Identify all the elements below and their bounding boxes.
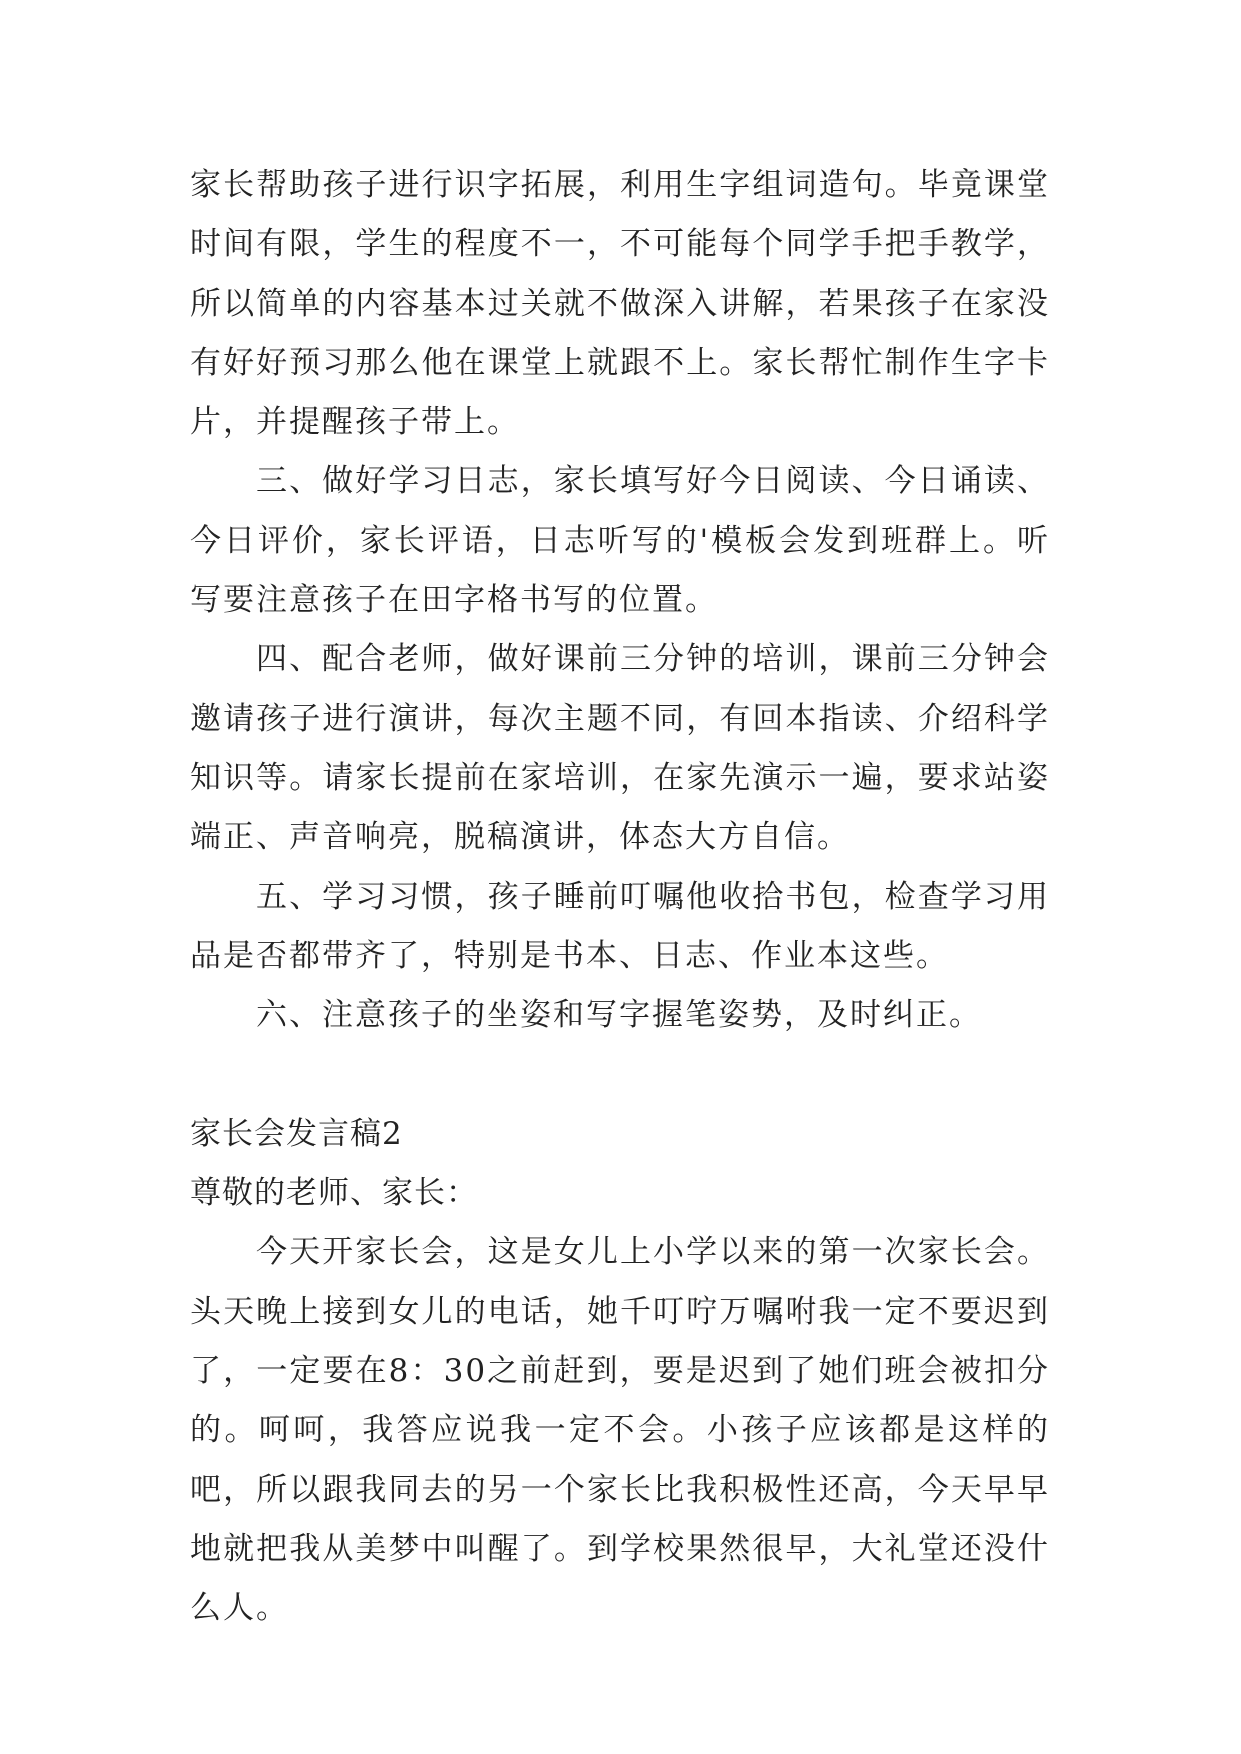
paragraph-study-habits: 五、学习习惯，孩子睡前叮嘱他收拾书包，检查学习用品是否都带齐了，特别是书本、日志、作业本这些。 [190, 878, 1050, 974]
section-title: 家长会发言稿2 [190, 1116, 403, 1153]
document-body [190, 156, 1050, 1639]
salutation: 尊敬的老师、家长： [190, 1175, 478, 1212]
paragraph-literacy-expansion: 家长帮助孩子进行识字拓展，利用生字组词造句。毕竟课堂时间有限，学生的程度不一，不可能每个同学手把手教学，所以简单的内容基本过关就不做深入讲解，若果孩子在家没有好好预习那么他在课堂上就跟不上。家长帮忙制作生字卡片，并提醒孩子带上。 [190, 167, 1050, 441]
paragraph-posture: 六、注意孩子的坐姿和写字握笔姿势，及时纠正。 [256, 997, 982, 1034]
paragraph-parent-meeting: 今天开家长会，这是女儿上小学以来的第一次家长会。头天晚上接到女儿的电话，她千叮咛万嘱咐我一定不要迟到了，一定要在8：30之前赶到，要是迟到了她们班会被扣分的。呵呵，我答应说我一定不会。小孩子应该都是这样的吧，所以跟我同去的另一个家长比我积极性还高，今天早早地就把我从美梦中叫醒了。到学校果然很早，大礼堂还没什么人。 [190, 1234, 1050, 1627]
paragraph-three-minute-speech: 四、配合老师，做好课前三分钟的培训，课前三分钟会邀请孩子进行演讲，每次主题不同，有回本指读、介绍科学知识等。请家长提前在家培训，在家先演示一遍，要求站姿端正、声音响亮，脱稿演讲，体态大方自信。 [190, 641, 1050, 856]
paragraph-learning-log: 三、做好学习日志，家长填写好今日阅读、今日诵读、今日评价，家长评语，日志听写的'模板会发到班群上。听写要注意孩子在田字格书写的位置。 [190, 463, 1050, 619]
section-spacer [190, 1045, 1050, 1105]
